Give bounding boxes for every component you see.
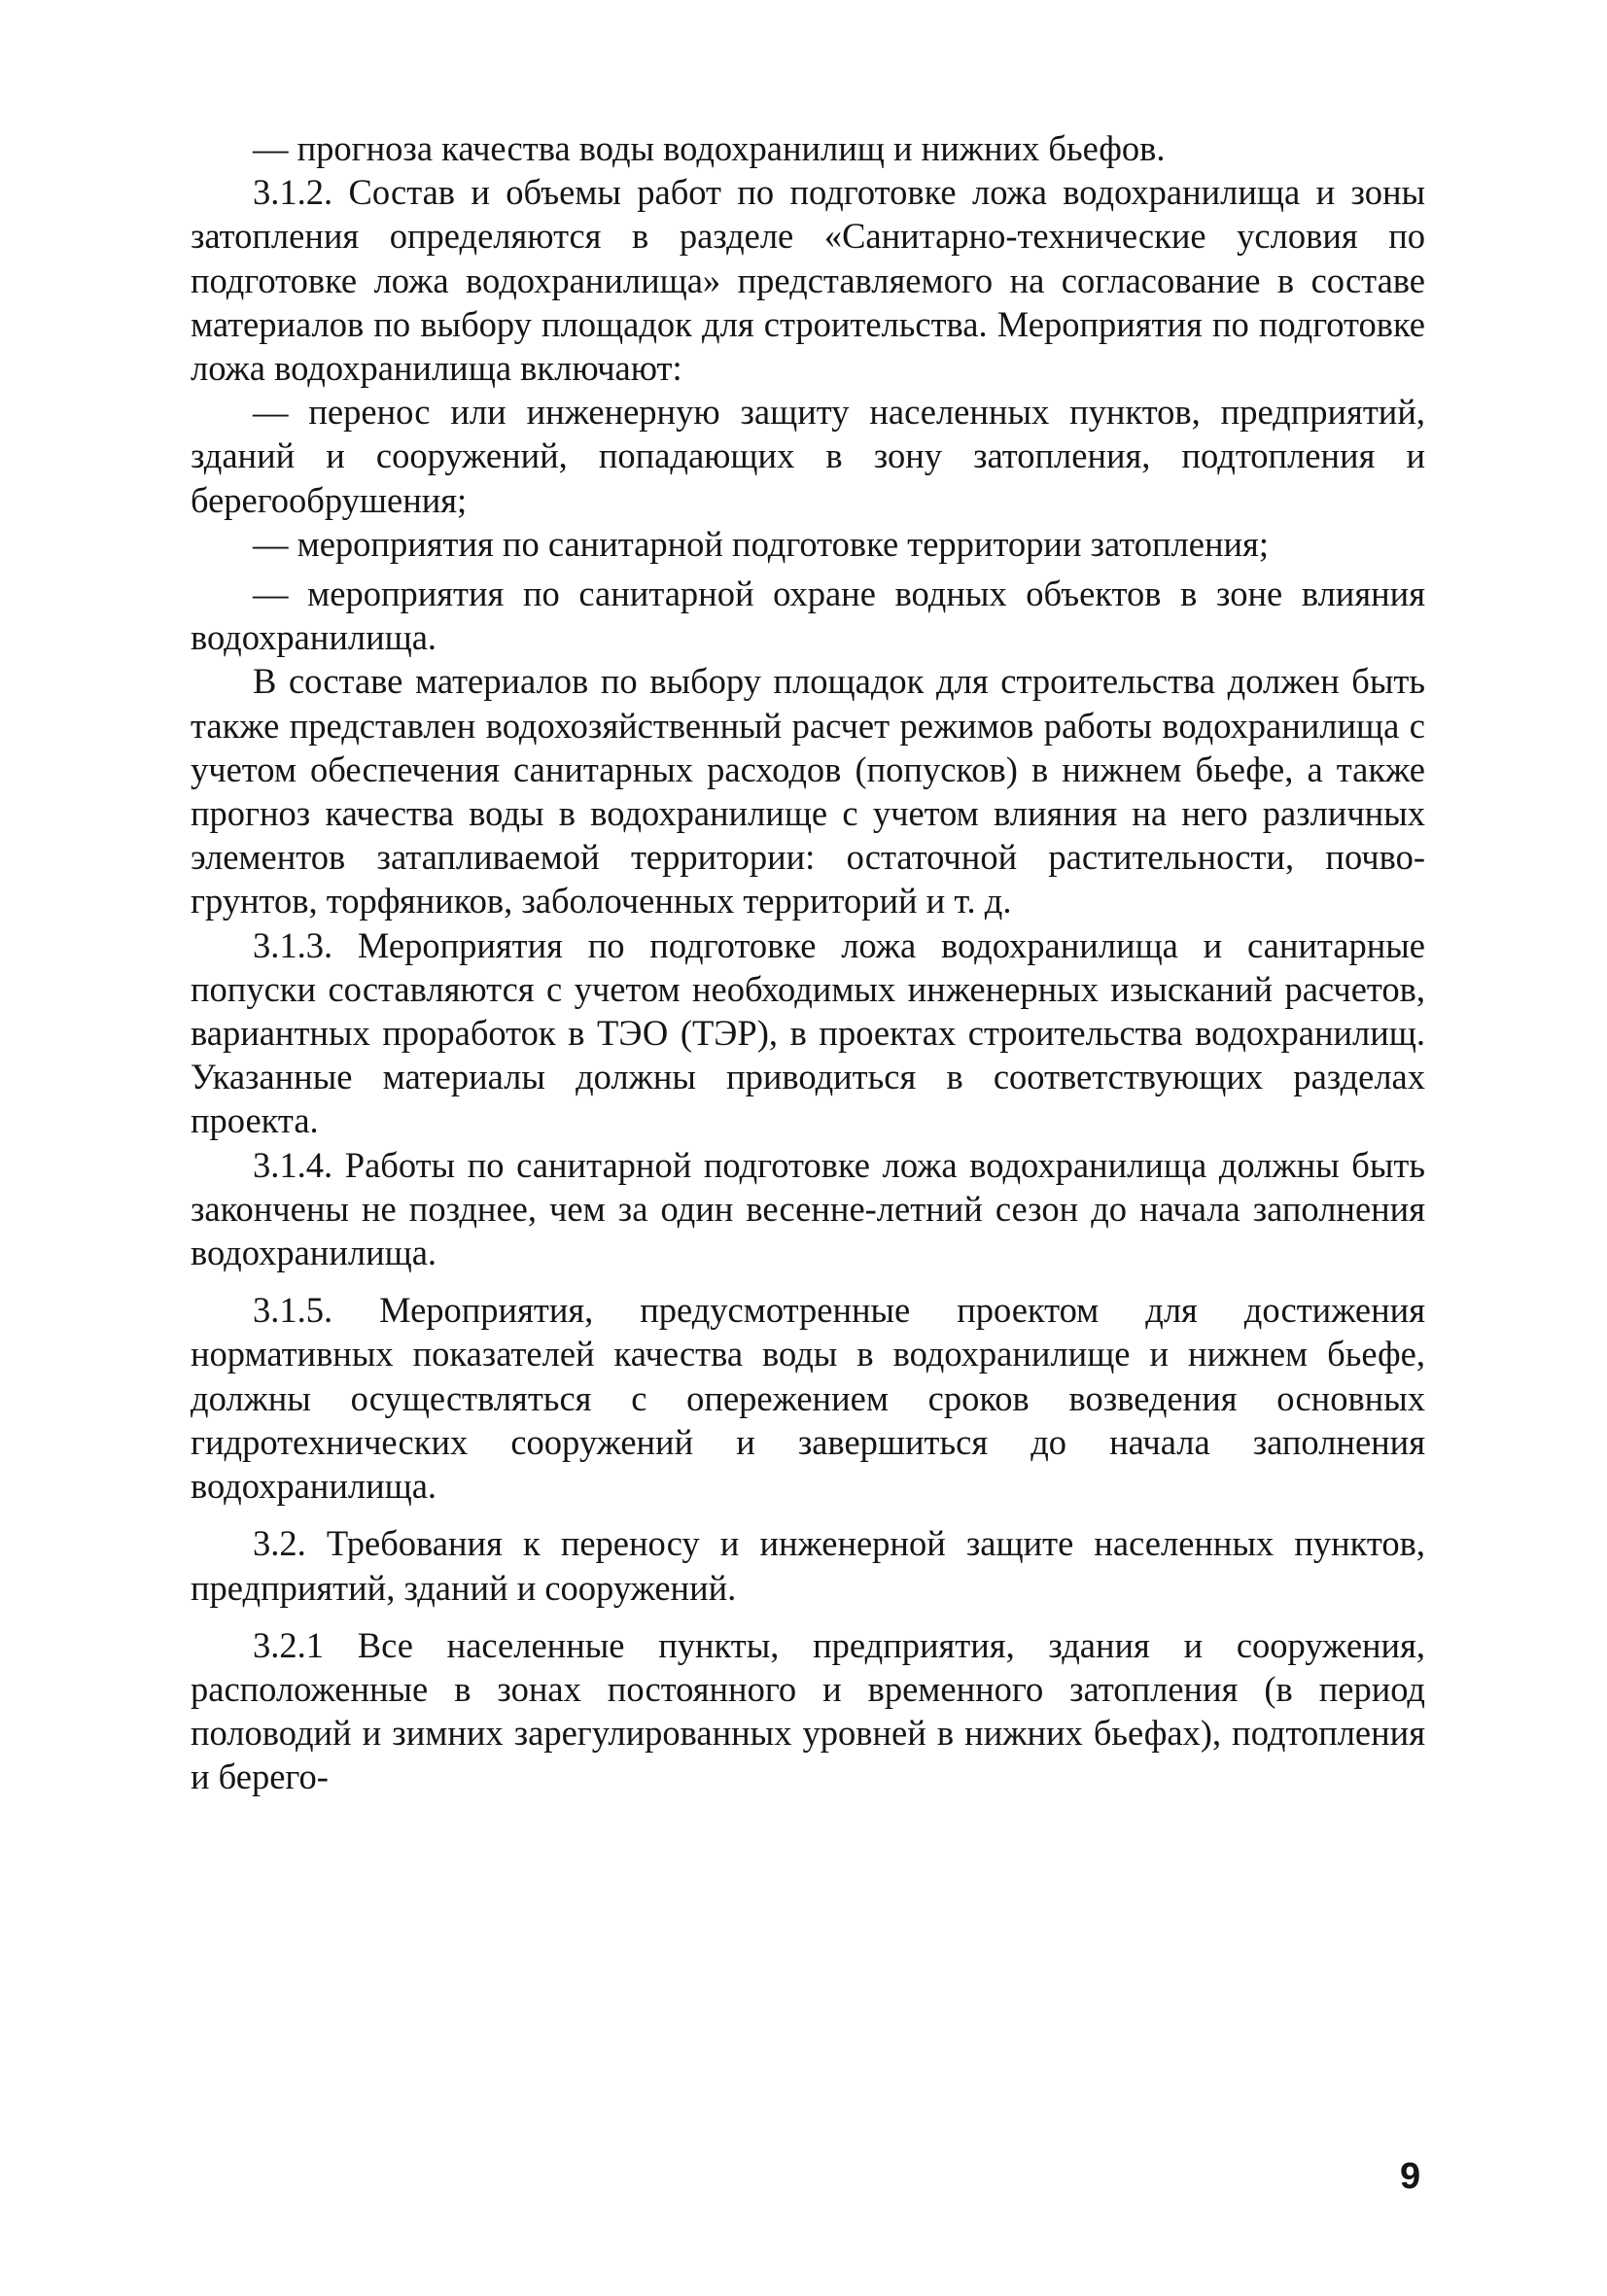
list-item-sanitary-preparation: — мероприятия по санитарной подготовке территории затопления; bbox=[253, 523, 1269, 564]
paragraph-3-1-3: 3.1.3. Мероприятия по подготовке ложа водохранилища и санитарные попуски составляются с учетом необходимых инженерных изысканий расчетов, вариантных проработок в ТЭО (ТЭР), в проектах строительства водохранилищ. Указанные материалы должны приводиться в соответствующих разделах проекта. bbox=[191, 924, 1425, 1141]
list-item-relocation: — перенос или инженерную защиту населенных пунктов, предприятий, зданий и сооружений, попадающих в зону затопления, подтопления и берегообрушения; bbox=[191, 392, 1425, 520]
paragraph-3-1-2: 3.1.2. Состав и объемы работ по подготовке ложа водохранилища и зоны затопления определяются в разделе «Санитарно-технические условия по подготовке ложа водохранилища» представляемого на согласование в составе материалов по выбору площадок для строительства. Мероприятия по подготовке ложа водохранилища включают: bbox=[191, 172, 1425, 389]
paragraph-3-1-4: 3.1.4. Работы по санитарной подготовке ложа водохранилища должны быть закончены не позднее, чем за один весенне-летний сезон до начала заполнения водохранилища. bbox=[191, 1144, 1425, 1273]
paragraph-forecast-item: — прогноза качества воды водохранилищ и нижних бьефов. bbox=[253, 128, 1166, 168]
list-item-sanitary-protection: — мероприятия по санитарной охране водных объектов в зоне влияния водохранилища. bbox=[191, 574, 1425, 658]
paragraph-3-1-5: 3.1.5. Мероприятия, предусмотренные проектом для достижения нормативных показателей качества воды в водохранилище и нижнем бьефе, должны осуществляться с опережением сроков возведения основных гидротехнических сооружений и завершиться до начала заполнения водохранилища. bbox=[191, 1290, 1425, 1507]
paragraph-site-selection: В составе материалов по выбору площадок для строительства должен быть также представлен водохозяйственный расчет режимов работы водохранилища с учетом обеспечения санитарных расходов (попусков) в нижнем бьефе, а также прогноз качества воды в водохранилище с учетом влияния на него различных элементов затапливаемой территории: остаточной растительности, почво-грунтов, торфяников, заболоченных территорий и т. д. bbox=[191, 661, 1425, 922]
page-number: 9 bbox=[1400, 2156, 1421, 2197]
paragraph-3-2-heading: 3.2. Требования к переносу и инженерной защите населенных пунктов, предприятий, зданий и сооружений. bbox=[191, 1523, 1425, 1608]
document-body bbox=[191, 126, 1425, 1799]
paragraph-3-2-1: 3.2.1 Все населенные пункты, предприятия, здания и сооружения, расположенные в зонах постоянного и временного затопления (в период половодий и зимних зарегулированных уровней в нижних бьефах), подтопления и берего- bbox=[191, 1624, 1425, 1797]
